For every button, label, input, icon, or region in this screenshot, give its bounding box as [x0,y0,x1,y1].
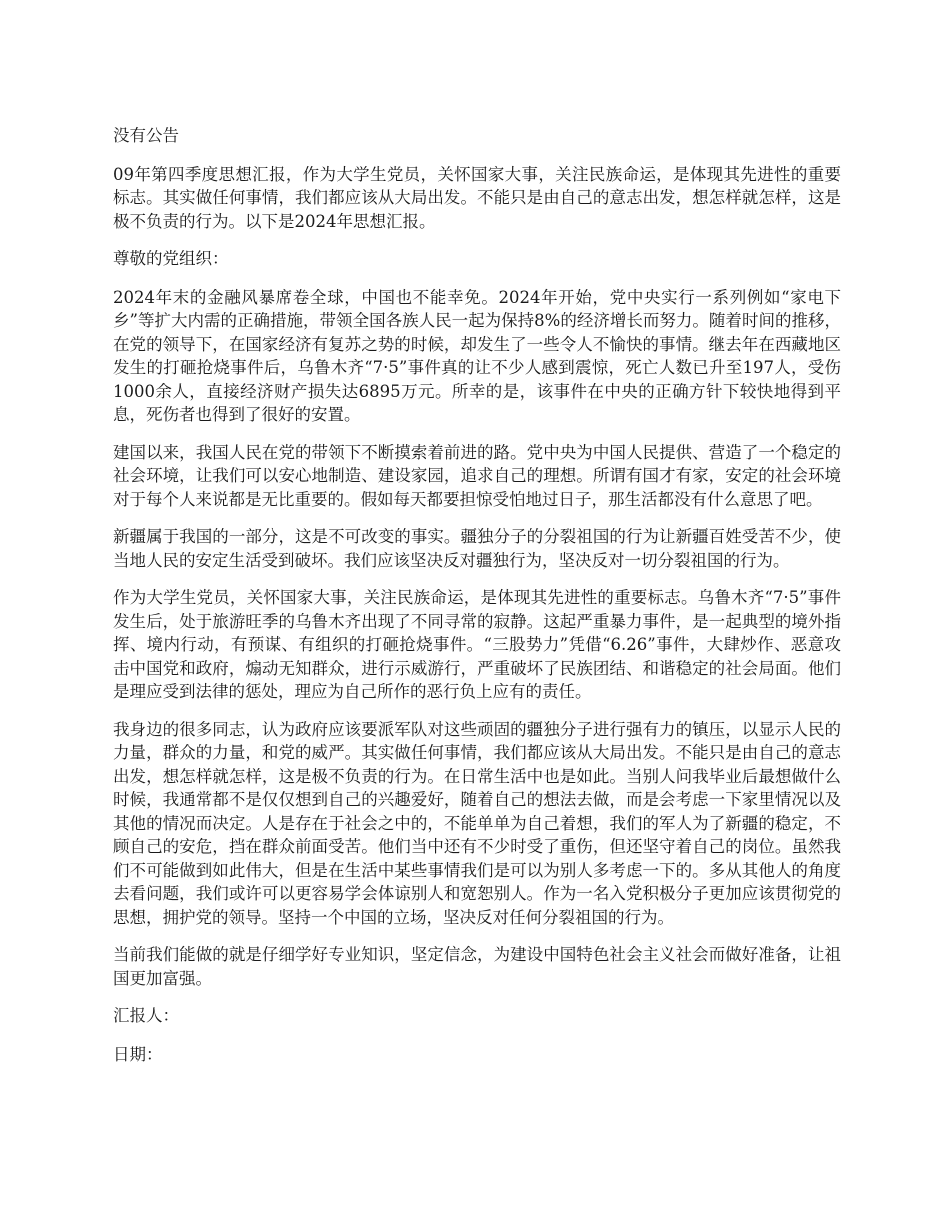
date-label: 日期： [113,1044,163,1064]
body-paragraph-5: 我身边的很多同志，认为政府应该要派军队对这些顽固的疆独分子进行强有力的镇压，以显示人民的力量，群众的力量，和党的威严。其实做任何事情，我们都应该从大局出发。不能只是由自己的意志出发，想怎样就怎样，这是极不负责的行为。在日常生活中也是如此。当别人问我毕业后最想做什么时候，我通常都不是仅仅想到自己的兴趣爱好，随着自己的想法去做，而是会考虑一下家里情况以及其他的情况而决定。人是存在于社会之中的，不能单单为自己着想，我们的军人为了新疆的稳定，不顾自己的安危，挡在群众前面受苦。他们当中还有不少时受了重伤，但还坚守着自己的岗位。虽然我们不可能做到如此伟大，但是在生活中某些事情我们是可以为别人多考虑一下的。多从其他人的角度去看问题，我们或许可以更容易学会体谅别人和宽恕别人。作为一名入党积极分子更加应该贯彻党的思想，拥护党的领导。坚持一个中国的立场，坚决反对任何分裂祖国的行为。 [113,719,841,927]
document-page [113,124,841,1081]
notice-text: 没有公告 [113,126,179,145]
reporter-label: 汇报人： [113,1006,179,1025]
body-paragraph-6: 当前我们能做的就是仔细学好专业知识，坚定信念，为建设中国特色社会主义社会而做好准备，让祖国更加富强。 [113,945,841,988]
body-paragraph-4: 作为大学生党员，关怀国家大事，关注民族命运，是体现其先进性的重要标志。乌鲁木齐“7·5”事件发生后，处于旅游旺季的乌鲁木齐出现了不同寻常的寂静。这起严重暴力事件，是一起典型的境外指挥、境内行动，有预谋、有组织的打砸抢烧事件。“三股势力”凭借“6.26”事件，大肆炒作、恶意攻击中国党和政府，煽动无知群众，进行示威游行，严重破坏了民族团结、和谐稳定的社会局面。他们是理应受到法律的惩处，理应为自己所作的恶行负上应有的责任。 [113,588,841,701]
body-paragraph-2: 建国以来，我国人民在党的带领下不断摸索着前进的路。党中央为中国人民提供、营造了一个稳定的社会环境，让我们可以安心地制造、建设家园，追求自己的理想。所谓有国才有家，安定的社会环境对于每个人来说都是无比重要的。假如每天都要担惊受怕地过日子，那生活都没有什么意思了吧。 [113,442,841,509]
body-paragraph-3: 新疆属于我国的一部分，这是不可改变的事实。疆独分子的分裂祖国的行为让新疆百姓受苦不少，使当地人民的安定生活受到破坏。我们应该坚决反对疆独行为，坚决反对一切分裂祖国的行为。 [113,527,841,570]
body-paragraph-1: 2024年末的金融风暴席卷全球，中国也不能幸免。2024年开始，党中央实行一系列例如“家电下乡”等扩大内需的正确措施，带领全国各族人民一起为保持8%的经济增长而努力。随着时间的推移，在党的领导下，在国家经济有复苏之势的时候，却发生了一些令人不愉快的事情。继去年在西藏地区发生的打砸抢烧事件后，乌鲁木齐“7·5”事件真的让不少人感到震惊，死亡人数已升至197人，受伤1000余人，直接经济财产损失达6895万元。所幸的是，该事件在中央的正确方针下较快地得到平息，死伤者也得到了很好的安置。 [113,287,841,424]
intro-paragraph: 09年第四季度思想汇报，作为大学生党员，关怀国家大事，关注民族命运，是体现其先进性的重要标志。其实做任何事情，我们都应该从大局出发。不能只是由自己的意志出发，想怎样就怎样，这是极不负责的行为。以下是2024年思想汇报。 [113,164,841,231]
salutation: 尊敬的党组织： [113,249,229,268]
